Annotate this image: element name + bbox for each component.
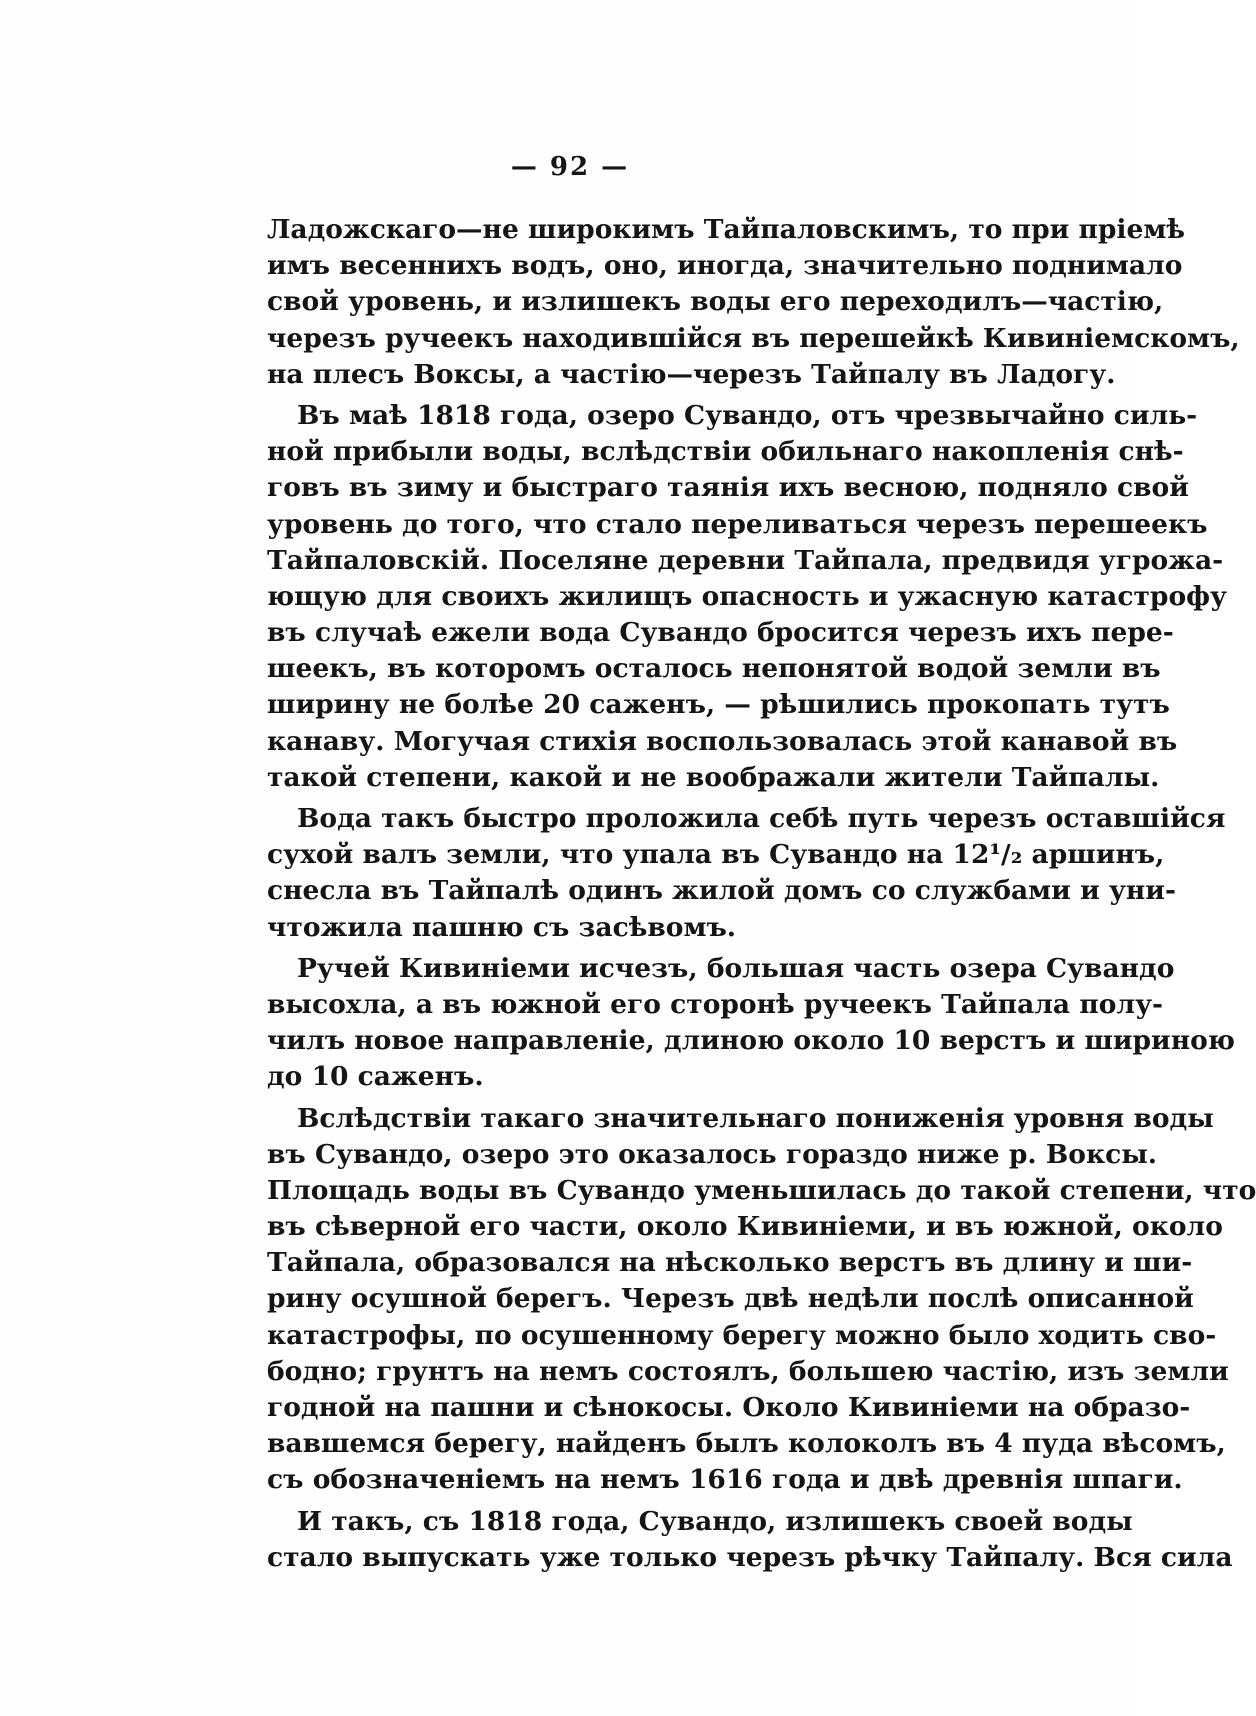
text-line: свой уровень, и излишекъ воды его переходилъ—частію, (267, 286, 1164, 318)
text-line: катастрофы, по осушенному берегу можно было ходить сво- (267, 1319, 1217, 1351)
text-line: снесла въ Тайпалѣ одинъ жилой домъ со службами и уни- (267, 875, 1176, 907)
body-text (267, 212, 1256, 1576)
text-line: въ случаѣ ежели вода Сувандо бросится черезъ ихъ пере- (267, 617, 1174, 649)
text-line: Тайпала, образовался на нѣсколько верстъ въ длину и ши- (267, 1247, 1193, 1279)
paragraph (267, 951, 1235, 1096)
text-line: высохла, а въ южной его сторонѣ ручеекъ Тайпала полу- (267, 988, 1164, 1020)
text-line: уровень до того, что стало переливаться черезъ перешеекъ (267, 508, 1208, 540)
text-line: вавшемся берегу, найденъ былъ колоколъ въ 4 пуда вѣсомъ, (267, 1428, 1226, 1460)
text-line: Площадь воды въ Сувандо уменьшилась до такой степени, что (267, 1174, 1256, 1206)
text-line: ширину не болѣе 20 саженъ, — рѣшились прокопать тутъ (267, 689, 1170, 721)
text-line: ющую для своихъ жилищъ опасность и ужасную катастрофу (267, 580, 1227, 612)
paragraph (267, 1101, 1256, 1499)
text-line: стало выпускать уже только черезъ рѣчку Тайпалу. Вся сила (267, 1541, 1233, 1573)
text-line: Вода такъ быстро проложила себѣ путь черезъ оставшійся (297, 803, 1226, 834)
text-line: имъ весеннихъ водъ, оно, иногда, значительно поднимало (267, 250, 1183, 282)
text-line: черезъ ручеекъ находившійся въ перешейкѣ Кивиніемскомъ, (267, 322, 1240, 354)
text-line: Вслѣдствіи такаго значительнаго пониженія уровня воды (297, 1102, 1214, 1134)
text-line: чилъ новое направленіе, длиною около 10 верстъ и шириною (267, 1025, 1235, 1057)
text-line: такой степени, какой и не воображали жители Тайпалы. (267, 761, 1160, 793)
text-line: Тайпаловскій. Поселяне деревни Тайпала, предвидя угрожа- (267, 544, 1224, 576)
text-line: рину осушной берегъ. Черезъ двѣ недѣли послѣ описанной (267, 1283, 1194, 1315)
text-line: сухой валъ земли, что упала въ Сувандо на 12¹/₂ аршинъ, (267, 839, 1165, 871)
text-line: съ обозначеніемъ на немъ 1616 года и двѣ древнія шпаги. (267, 1464, 1183, 1496)
paragraph (267, 801, 1226, 946)
text-line: до 10 саженъ. (267, 1061, 484, 1093)
text-line: канаву. Могучая стихія воспользовалась этой канавой въ (267, 725, 1178, 757)
text-line: говъ въ зиму и быстраго таянія ихъ весною, подняло свой (267, 472, 1189, 504)
text-line: въ сѣверной его части, около Кивиніеми, и въ южной, около (267, 1211, 1223, 1243)
page-number: — 92 — (510, 152, 630, 182)
text-line: Ладожскаго—не широкимъ Тайпаловскимъ, то при пріемѣ (267, 214, 1185, 245)
text-line: ной прибыли воды, вслѣдствіи обильнаго накопленія снѣ- (267, 436, 1184, 468)
text-line: на плесъ Воксы, а частію—черезъ Тайпалу въ Ладогу. (267, 358, 1116, 390)
text-line: въ Сувандо, озеро это оказалось гораздо ниже р. Воксы. (267, 1138, 1158, 1170)
text-line: И такъ, съ 1818 года, Сувандо, излишекъ своей воды (297, 1505, 1133, 1537)
text-line: шеекъ, въ которомъ осталось непонятой водой земли въ (267, 653, 1161, 685)
paragraph (267, 1504, 1233, 1576)
paragraph (267, 398, 1227, 796)
text-line: Въ маѣ 1818 года, озеро Сувандо, отъ чрезвычайно силь- (297, 399, 1198, 431)
text-line: годной на пашни и сѣнокосы. Около Кивиніеми на образо- (267, 1392, 1191, 1423)
text-line: бодно; грунтъ на немъ состоялъ, большею частію, изъ земли (267, 1355, 1229, 1387)
text-line: Ручей Кивиніеми исчезъ, большая часть озера Сувандо (297, 952, 1175, 984)
text-line: чтожила пашню съ засѣвомъ. (267, 911, 737, 943)
paragraph (267, 212, 1240, 393)
